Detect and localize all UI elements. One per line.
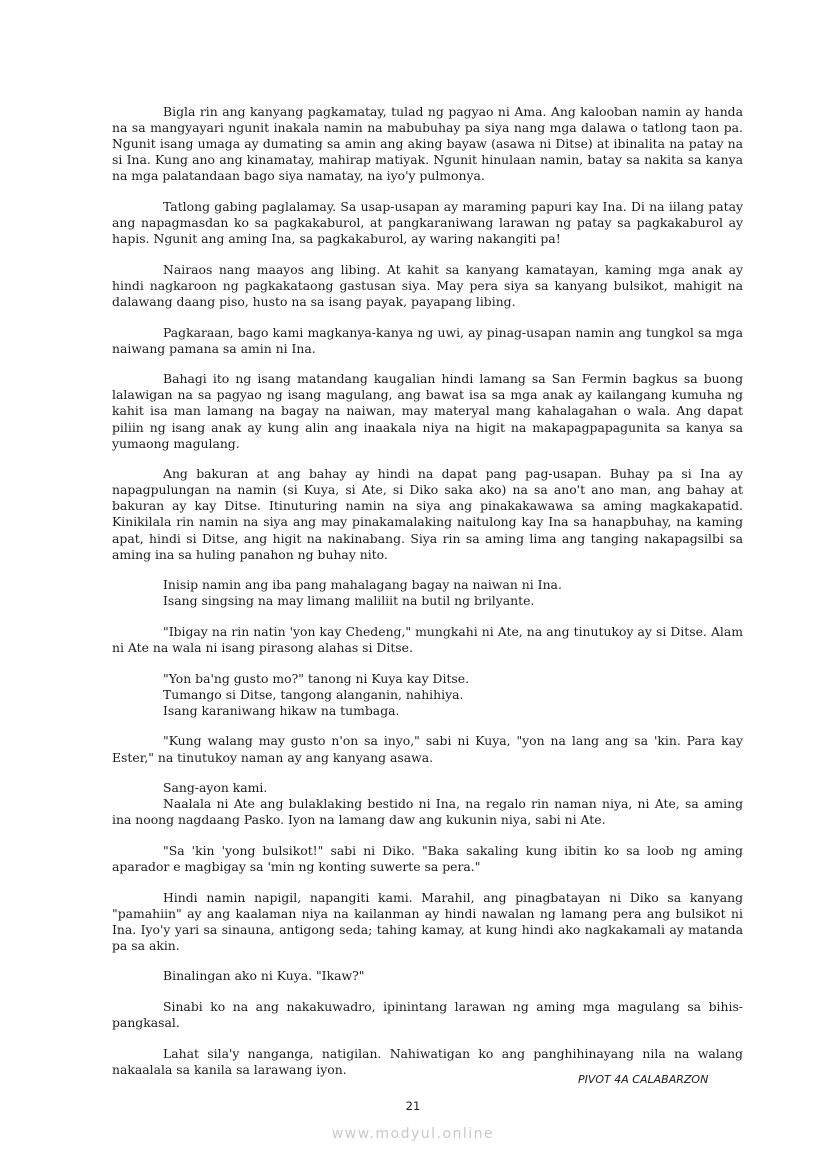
- paragraph: Pagkaraan, bago kami magkanya-kanya ng uwi, ay pinag-usapan namin ang tungkol sa mga naiwang pamana sa amin ni Ina.: [112, 324, 743, 356]
- paragraph: Tatlong gabing paglalamay. Sa usap-usapan ay maraming papuri kay Ina. Di na iilang patay ang napagmasdan ko sa pagkakaburol, at pangkaraniwang larawan ng patay sa pagkakaburol ay hapis. Ngunit ang aming Ina, sa pagkakaburol, ay waring nakangiti pa!: [112, 198, 743, 247]
- paragraph: Nairaos nang maayos ang libing. At kahit sa kanyang kamatayan, kaming mga anak ay hindi nagkaroon ng pagkakataong gastusan siya. May pera siya sa kanyang bulsikot, mahigit na dalawang daang piso, husto na sa isang payak, payapang libing.: [112, 261, 743, 309]
- paragraph: Naalala ni Ate ang bulaklaking bestido ni Ina, na regalo rin naman niya, ni Ate, sa aming ina noong nagdaang Pasko. Iyon na lamang daw ang kukunin niya, sabi ni Ate.: [112, 796, 743, 828]
- paragraph: Bigla rin ang kanyang pagkamatay, tulad ng pagyao ni Ama. Ang kalooban namin ay handa na sa mangyayari ngunit inakala namin na mabubuhay pa siya nang mga dalawa o tatlong taon pa. Ngunit isang umaga ay dumating sa amin ang aking bayaw (asawa ni Ditse) at ibinalita na patay na si Ina. Kung ano ang kinamatay, mahirap matiyak. Ngunit hinulaan namin, batay sa nakita sa kanya na mga palatandaan bago siya namatay, na iyo'y pulmonya.: [112, 104, 743, 184]
- paragraph: Ang bakuran at ang bahay ay hindi na dapat pang pag-usapan. Buhay pa si Ina ay napagpulungan na namin (si Kuya, si Ate, si Diko saka ako) na sa ano't ano man, ang bahay at bakuran ay kay Ditse. Itinuturing namin na siya ang pinakakawawa sa aming magkakapatid. Kinikilala rin namin na siya ang may pinakamalaking naitulong kay Ina sa hanapbuhay, na kaming apat, hindi si Ditse, ang higit na nakinabang. Siya rin sa aming lima ang tanging nakapagsilbi sa aming ina sa huling panahon ng buhay nito.: [112, 466, 743, 562]
- paragraph: "Kung walang may gusto n'on sa inyo," sabi ni Kuya, "yon na lang ang sa 'kin. Para kay Ester," na tinutukoy naman ay ang kanyang asawa.: [112, 733, 743, 765]
- story-body: [112, 104, 743, 1092]
- text-line: "Yon ba'ng gusto mo?" tanong ni Kuya kay Ditse.: [163, 670, 470, 686]
- paragraph: Lahat sila'y nanganga, natigilan. Nahiwatigan ko ang panghihinayang nila na walang nakaalala sa kanila sa larawang iyon.: [112, 1045, 743, 1077]
- paragraph: "Ibigay na rin natin 'yon kay Chedeng," mungkahi ni Ate, na ang tinutukoy ay si Ditse. Alam ni Ate na wala ni isang pirasong alahas si Ditse.: [112, 623, 743, 656]
- text-line: Sang-ayon kami.: [163, 780, 268, 796]
- watermark: www.modyul.online: [331, 1126, 495, 1142]
- text-line: Isang singsing na may limang maliliit na butil ng brilyante.: [163, 593, 535, 609]
- paragraph-group: [112, 780, 743, 828]
- footer-label: PIVOT 4A CALABARZON: [578, 1073, 709, 1086]
- text-line: Isang karaniwang hikaw na tumbaga.: [163, 702, 400, 718]
- paragraph-group: [112, 577, 743, 609]
- paragraph: Binalingan ako ni Kuya. "Ikaw?": [163, 968, 365, 984]
- paragraph-group: [112, 671, 743, 719]
- text-line: Tumango si Ditse, tangong alanganin, nahihiya.: [163, 686, 464, 702]
- paragraph: Sinabi ko na ang nakakuwadro, ipinintang larawan ng aming mga magulang sa bihis-pangkasal.: [112, 999, 743, 1031]
- paragraph: "Sa 'kin 'yong bulsikot!" sabi ni Diko. "Baka sakaling kung ibitin ko sa loob ng aming aparador e magbigay sa 'min ng konting suwerte sa pera.": [112, 842, 743, 874]
- page-number: 21: [405, 1099, 421, 1113]
- text-line: Inisip namin ang iba pang mahalagang bagay na naiwan ni Ina.: [163, 577, 562, 593]
- paragraph: Hindi namin napigil, napangiti kami. Marahil, ang pinagbatayan ni Diko sa kanyang "pamahiin" ay ang kaalaman niya na kailanman ay hindi nawalan ng lamang pera ang bulsikot ni Ina. Iyo'y yari sa sinauna, antigong seda; tahing kamay, at kung hindi ako nagkakamali ay matanda pa sa akin.: [112, 889, 743, 953]
- paragraph: Bahagi ito ng isang matandang kaugalian hindi lamang sa San Fermin bagkus sa buong lalawigan na sa pagyao ng isang magulang, ang bawat isa sa mga anak ay kailangang kumuha ng kahit isa man lamang na bagay na naiwan, may materyal mang kahalagahan o wala. Ang dapat piliin ng isang anak ay kung alin ang inaakala niya na higit na makapagpapagunita sa kanya sa yumaong magulang.: [112, 371, 743, 451]
